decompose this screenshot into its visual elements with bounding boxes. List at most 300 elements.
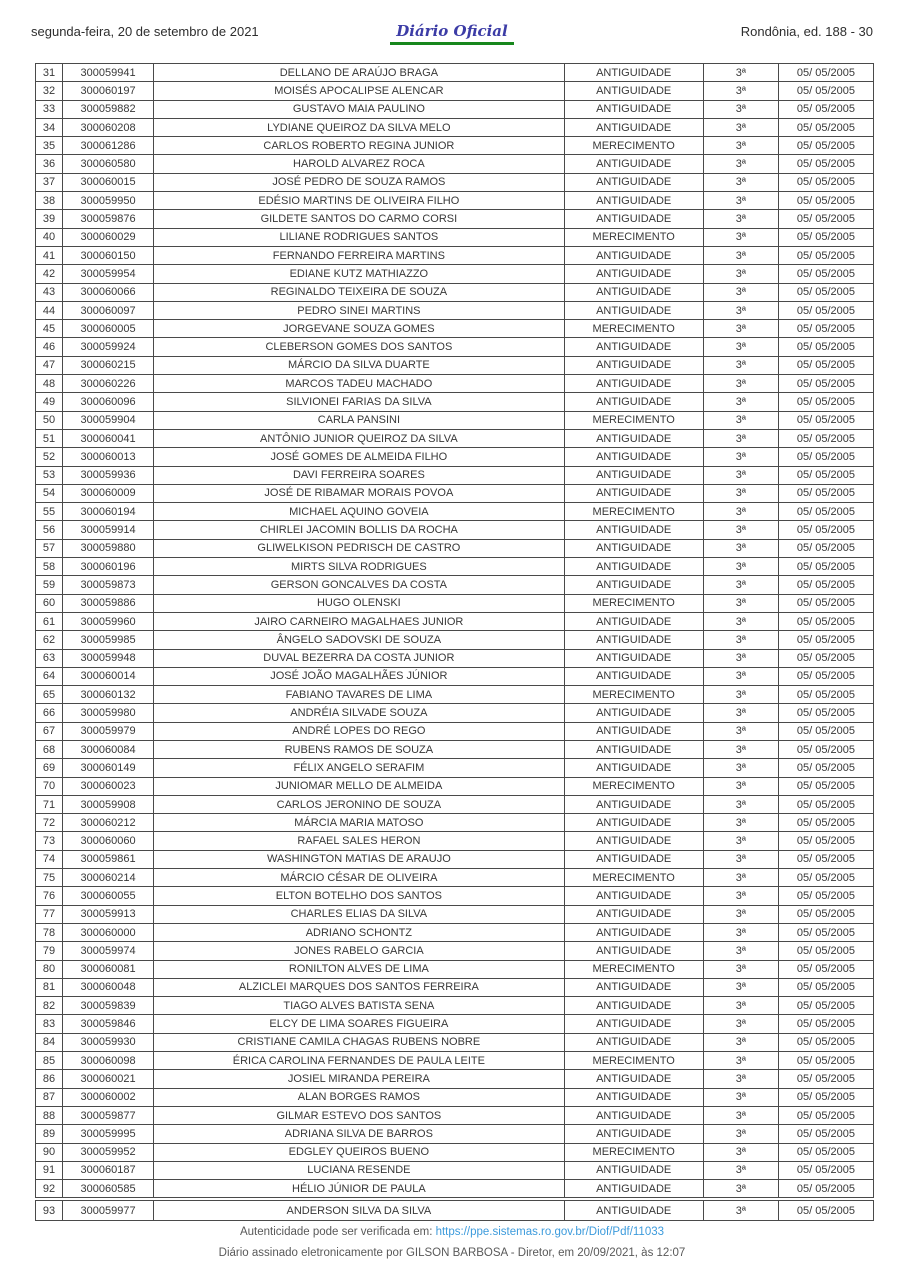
classe-cell: 3ª: [703, 228, 778, 246]
rank-cell: 70: [36, 777, 63, 795]
table-row: [36, 777, 874, 795]
authenticity-link[interactable]: https://ppe.sistemas.ro.gov.br/Diof/Pdf/11033: [435, 1226, 665, 1238]
rank-cell: 91: [36, 1161, 63, 1179]
criterio-cell: ANTIGUIDADE: [564, 192, 703, 210]
table-row: [36, 173, 874, 191]
classe-cell: 3ª: [703, 155, 778, 173]
name-cell: GILDETE SANTOS DO CARMO CORSI: [154, 210, 564, 228]
date-cell: 05/ 05/2005: [778, 667, 873, 685]
criterio-cell: ANTIGUIDADE: [564, 667, 703, 685]
matricula-cell: 300059960: [63, 612, 154, 630]
date-cell: 05/ 05/2005: [778, 814, 873, 832]
classe-cell: 3ª: [703, 210, 778, 228]
name-cell: CLEBERSON GOMES DOS SANTOS: [154, 338, 564, 356]
classe-cell: 3ª: [703, 1015, 778, 1033]
table-row: [36, 429, 874, 447]
classe-cell: 3ª: [703, 887, 778, 905]
matricula-cell: 300059954: [63, 265, 154, 283]
criterio-cell: ANTIGUIDADE: [564, 850, 703, 868]
ranking-table-body: [36, 64, 874, 1198]
name-cell: FÉLIX ANGELO SERAFIM: [154, 759, 564, 777]
table-row: [36, 503, 874, 521]
name-cell: JOSÉ GOMES DE ALMEIDA FILHO: [154, 448, 564, 466]
date-cell: 05/ 05/2005: [778, 320, 873, 338]
criterio-cell: ANTIGUIDADE: [564, 1070, 703, 1088]
matricula-cell: 300060214: [63, 869, 154, 887]
name-cell: ANTÔNIO JUNIOR QUEIROZ DA SILVA: [154, 429, 564, 447]
date-cell: 05/ 05/2005: [778, 1052, 873, 1070]
criterio-cell: ANTIGUIDADE: [564, 356, 703, 374]
criterio-cell: MERECIMENTO: [564, 594, 703, 612]
matricula-cell: 300059846: [63, 1015, 154, 1033]
criterio-cell: ANTIGUIDADE: [564, 301, 703, 319]
matricula-cell: 300059950: [63, 192, 154, 210]
name-cell: SILVIONEI FARIAS DA SILVA: [154, 393, 564, 411]
table-row: [36, 356, 874, 374]
date-cell: 05/ 05/2005: [778, 740, 873, 758]
date-cell: 05/ 05/2005: [778, 887, 873, 905]
matricula-cell: 300059908: [63, 795, 154, 813]
signature-line: Diário assinado eletronicamente por GILSON BARBOSA - Diretor, em 20/09/2021, às 12:07: [218, 1247, 686, 1259]
classe-cell: 3ª: [703, 1201, 778, 1221]
classe-cell: 3ª: [703, 64, 778, 82]
name-cell: ADRIANA SILVA DE BARROS: [154, 1125, 564, 1143]
rank-cell: 72: [36, 814, 63, 832]
classe-cell: 3ª: [703, 503, 778, 521]
classe-cell: 3ª: [703, 1125, 778, 1143]
matricula-cell: 300060096: [63, 393, 154, 411]
criterio-cell: MERECIMENTO: [564, 503, 703, 521]
date-cell: 05/ 05/2005: [778, 1106, 873, 1124]
table-row: [36, 484, 874, 502]
rank-cell: 33: [36, 100, 63, 118]
table-row: [36, 576, 874, 594]
criterio-cell: MERECIMENTO: [564, 411, 703, 429]
matricula-cell: 300060194: [63, 503, 154, 521]
matricula-cell: 300059936: [63, 466, 154, 484]
name-cell: ALAN BORGES RAMOS: [154, 1088, 564, 1106]
name-cell: JORGEVANE SOUZA GOMES: [154, 320, 564, 338]
matricula-cell: 300059876: [63, 210, 154, 228]
criterio-cell: ANTIGUIDADE: [564, 942, 703, 960]
matricula-cell: 300060196: [63, 558, 154, 576]
table-row: [36, 997, 874, 1015]
matricula-cell: 300060215: [63, 356, 154, 374]
classe-cell: 3ª: [703, 82, 778, 100]
criterio-cell: ANTIGUIDADE: [564, 612, 703, 630]
classe-cell: 3ª: [703, 686, 778, 704]
matricula-cell: 300059985: [63, 631, 154, 649]
table-row: [36, 246, 874, 264]
matricula-cell: 300060132: [63, 686, 154, 704]
criterio-cell: ANTIGUIDADE: [564, 1015, 703, 1033]
name-cell: MICHAEL AQUINO GOVEIA: [154, 503, 564, 521]
name-cell: TIAGO ALVES BATISTA SENA: [154, 997, 564, 1015]
criterio-cell: ANTIGUIDADE: [564, 1125, 703, 1143]
date-cell: 05/ 05/2005: [778, 960, 873, 978]
authenticity-text: Autenticidade pode ser verificada em:: [239, 1226, 436, 1238]
table-row: [36, 192, 874, 210]
table-row: [36, 869, 874, 887]
classe-cell: 3ª: [703, 704, 778, 722]
matricula-cell: 300060060: [63, 832, 154, 850]
name-cell: MIRTS SILVA RODRIGUES: [154, 558, 564, 576]
date-cell: 05/ 05/2005: [778, 686, 873, 704]
rank-cell: 67: [36, 722, 63, 740]
name-cell: WASHINGTON MATIAS DE ARAUJO: [154, 850, 564, 868]
classe-cell: 3ª: [703, 612, 778, 630]
criterio-cell: ANTIGUIDADE: [564, 118, 703, 136]
table-row: [36, 64, 874, 82]
date-cell: 05/ 05/2005: [778, 265, 873, 283]
table-row: [36, 100, 874, 118]
rank-cell: 80: [36, 960, 63, 978]
date-cell: 05/ 05/2005: [778, 448, 873, 466]
table-row: [36, 612, 874, 630]
date-cell: 05/ 05/2005: [778, 521, 873, 539]
name-cell: ANDERSON SILVA DA SILVA: [154, 1201, 564, 1221]
matricula-cell: 300060066: [63, 283, 154, 301]
rank-cell: 85: [36, 1052, 63, 1070]
criterio-cell: ANTIGUIDADE: [564, 795, 703, 813]
matricula-cell: 300060226: [63, 375, 154, 393]
rank-cell: 31: [36, 64, 63, 82]
date-cell: 05/ 05/2005: [778, 649, 873, 667]
matricula-cell: 300059941: [63, 64, 154, 82]
classe-cell: 3ª: [703, 1161, 778, 1179]
classe-cell: 3ª: [703, 759, 778, 777]
criterio-cell: MERECIMENTO: [564, 686, 703, 704]
date-cell: 05/ 05/2005: [778, 155, 873, 173]
table-row: [36, 210, 874, 228]
rank-cell: 32: [36, 82, 63, 100]
name-cell: JAIRO CARNEIRO MAGALHAES JUNIOR: [154, 612, 564, 630]
table-row: [36, 118, 874, 136]
criterio-cell: MERECIMENTO: [564, 869, 703, 887]
matricula-cell: 300060048: [63, 978, 154, 996]
classe-cell: 3ª: [703, 320, 778, 338]
rank-cell: 44: [36, 301, 63, 319]
table-row: [36, 850, 874, 868]
date-cell: 05/ 05/2005: [778, 612, 873, 630]
name-cell: REGINALDO TEIXEIRA DE SOUZA: [154, 283, 564, 301]
table-row: [36, 82, 874, 100]
date-cell: 05/ 05/2005: [778, 576, 873, 594]
date-cell: 05/ 05/2005: [778, 375, 873, 393]
date-cell: 05/ 05/2005: [778, 393, 873, 411]
date-cell: 05/ 05/2005: [778, 558, 873, 576]
matricula-cell: 300060580: [63, 155, 154, 173]
matricula-cell: 300060014: [63, 667, 154, 685]
matricula-cell: 300060013: [63, 448, 154, 466]
date-cell: 05/ 05/2005: [778, 832, 873, 850]
table-row: [36, 301, 874, 319]
criterio-cell: ANTIGUIDADE: [564, 631, 703, 649]
classe-cell: 3ª: [703, 484, 778, 502]
criterio-cell: ANTIGUIDADE: [564, 814, 703, 832]
date-cell: 05/ 05/2005: [778, 978, 873, 996]
name-cell: CARLOS JERONINO DE SOUZA: [154, 795, 564, 813]
rank-cell: 51: [36, 429, 63, 447]
criterio-cell: MERECIMENTO: [564, 320, 703, 338]
criterio-cell: ANTIGUIDADE: [564, 923, 703, 941]
criterio-cell: ANTIGUIDADE: [564, 558, 703, 576]
rank-cell: 86: [36, 1070, 63, 1088]
matricula-cell: 300060000: [63, 923, 154, 941]
date-cell: 05/ 05/2005: [778, 484, 873, 502]
matricula-cell: 300059974: [63, 942, 154, 960]
date-cell: 05/ 05/2005: [778, 997, 873, 1015]
rank-cell: 74: [36, 850, 63, 868]
rank-cell: 75: [36, 869, 63, 887]
date-cell: 05/ 05/2005: [778, 246, 873, 264]
rank-cell: 47: [36, 356, 63, 374]
matricula-cell: 300060098: [63, 1052, 154, 1070]
rank-cell: 57: [36, 539, 63, 557]
name-cell: DUVAL BEZERRA DA COSTA JUNIOR: [154, 649, 564, 667]
table-row: [36, 649, 874, 667]
name-cell: GLIWELKISON PEDRISCH DE CASTRO: [154, 539, 564, 557]
date-cell: 05/ 05/2005: [778, 594, 873, 612]
criterio-cell: ANTIGUIDADE: [564, 740, 703, 758]
classe-cell: 3ª: [703, 283, 778, 301]
date-cell: 05/ 05/2005: [778, 1143, 873, 1161]
table-row: [36, 887, 874, 905]
rank-cell: 73: [36, 832, 63, 850]
matricula-cell: 300059979: [63, 722, 154, 740]
name-cell: DAVI FERREIRA SOARES: [154, 466, 564, 484]
rank-cell: 34: [36, 118, 63, 136]
table-row: [36, 759, 874, 777]
matricula-cell: 300060081: [63, 960, 154, 978]
name-cell: GUSTAVO MAIA PAULINO: [154, 100, 564, 118]
name-cell: ALZICLEI MARQUES DOS SANTOS FERREIRA: [154, 978, 564, 996]
criterio-cell: ANTIGUIDADE: [564, 722, 703, 740]
matricula-cell: 300060021: [63, 1070, 154, 1088]
date-cell: 05/ 05/2005: [778, 411, 873, 429]
criterio-cell: ANTIGUIDADE: [564, 978, 703, 996]
table-row: [36, 1161, 874, 1179]
table-row: [36, 320, 874, 338]
criterio-cell: ANTIGUIDADE: [564, 1201, 703, 1221]
classe-cell: 3ª: [703, 869, 778, 887]
matricula-cell: 300059839: [63, 997, 154, 1015]
table-row: [36, 155, 874, 173]
date-cell: 05/ 05/2005: [778, 64, 873, 82]
matricula-cell: 300060009: [63, 484, 154, 502]
name-cell: JOSIEL MIRANDA PEREIRA: [154, 1070, 564, 1088]
name-cell: CHIRLEI JACOMIN BOLLIS DA ROCHA: [154, 521, 564, 539]
date-cell: 05/ 05/2005: [778, 228, 873, 246]
rank-cell: 39: [36, 210, 63, 228]
matricula-cell: 300059952: [63, 1143, 154, 1161]
date-cell: 05/ 05/2005: [778, 722, 873, 740]
classe-cell: 3ª: [703, 356, 778, 374]
page-header: [0, 20, 904, 60]
date-cell: 05/ 05/2005: [778, 795, 873, 813]
table-row: [36, 466, 874, 484]
matricula-cell: 300060005: [63, 320, 154, 338]
rank-cell: 46: [36, 338, 63, 356]
rank-cell: 40: [36, 228, 63, 246]
table-row: [36, 448, 874, 466]
classe-cell: 3ª: [703, 978, 778, 996]
rank-cell: 37: [36, 173, 63, 191]
matricula-cell: 300060585: [63, 1180, 154, 1198]
ranking-table-continuation: [35, 1200, 874, 1221]
name-cell: RONILTON ALVES DE LIMA: [154, 960, 564, 978]
classe-cell: 3ª: [703, 1106, 778, 1124]
rank-cell: 84: [36, 1033, 63, 1051]
rank-cell: 54: [36, 484, 63, 502]
criterio-cell: MERECIMENTO: [564, 137, 703, 155]
name-cell: FABIANO TAVARES DE LIMA: [154, 686, 564, 704]
rank-cell: 92: [36, 1180, 63, 1198]
name-cell: MÁRCIO DA SILVA DUARTE: [154, 356, 564, 374]
criterio-cell: ANTIGUIDADE: [564, 649, 703, 667]
table-row: [36, 539, 874, 557]
name-cell: MÁRCIA MARIA MATOSO: [154, 814, 564, 832]
ranking-table-section: [0, 63, 874, 1198]
rank-cell: 71: [36, 795, 63, 813]
date-cell: 05/ 05/2005: [778, 869, 873, 887]
criterio-cell: ANTIGUIDADE: [564, 997, 703, 1015]
criterio-cell: ANTIGUIDADE: [564, 64, 703, 82]
table-row: [36, 411, 874, 429]
matricula-cell: 300060149: [63, 759, 154, 777]
table-row: [36, 521, 874, 539]
matricula-cell: 300059914: [63, 521, 154, 539]
matricula-cell: 300060041: [63, 429, 154, 447]
date-cell: 05/ 05/2005: [778, 137, 873, 155]
table-row: [36, 704, 874, 722]
date-cell: 05/ 05/2005: [778, 631, 873, 649]
classe-cell: 3ª: [703, 942, 778, 960]
date-cell: 05/ 05/2005: [778, 1033, 873, 1051]
table-row: [36, 722, 874, 740]
date-cell: 05/ 05/2005: [778, 82, 873, 100]
criterio-cell: MERECIMENTO: [564, 1052, 703, 1070]
classe-cell: 3ª: [703, 338, 778, 356]
classe-cell: 3ª: [703, 246, 778, 264]
rank-cell: 76: [36, 887, 63, 905]
rank-cell: 35: [36, 137, 63, 155]
criterio-cell: ANTIGUIDADE: [564, 521, 703, 539]
name-cell: RAFAEL SALES HERON: [154, 832, 564, 850]
classe-cell: 3ª: [703, 740, 778, 758]
name-cell: GERSON GONCALVES DA COSTA: [154, 576, 564, 594]
matricula-cell: 300060150: [63, 246, 154, 264]
criterio-cell: MERECIMENTO: [564, 228, 703, 246]
table-row: [36, 667, 874, 685]
criterio-cell: ANTIGUIDADE: [564, 759, 703, 777]
table-row: [36, 283, 874, 301]
name-cell: ELCY DE LIMA SOARES FIGUEIRA: [154, 1015, 564, 1033]
classe-cell: 3ª: [703, 466, 778, 484]
rank-cell: 89: [36, 1125, 63, 1143]
matricula-cell: 300059880: [63, 539, 154, 557]
rank-cell: 48: [36, 375, 63, 393]
table-row: [36, 795, 874, 813]
header-edition: Rondônia, ed. 188 - 30: [740, 24, 873, 39]
rank-cell: 59: [36, 576, 63, 594]
classe-cell: 3ª: [703, 576, 778, 594]
rank-cell: 61: [36, 612, 63, 630]
classe-cell: 3ª: [703, 1033, 778, 1051]
rank-cell: 82: [36, 997, 63, 1015]
date-cell: 05/ 05/2005: [778, 704, 873, 722]
matricula-cell: 300060187: [63, 1161, 154, 1179]
criterio-cell: ANTIGUIDADE: [564, 82, 703, 100]
criterio-cell: ANTIGUIDADE: [564, 246, 703, 264]
rank-cell: 43: [36, 283, 63, 301]
name-cell: MARCOS TADEU MACHADO: [154, 375, 564, 393]
rank-cell: 78: [36, 923, 63, 941]
name-cell: HÉLIO JÚNIOR DE PAULA: [154, 1180, 564, 1198]
classe-cell: 3ª: [703, 1070, 778, 1088]
classe-cell: 3ª: [703, 905, 778, 923]
authenticity-line: [0, 1226, 904, 1238]
classe-cell: 3ª: [703, 649, 778, 667]
rank-cell: 88: [36, 1106, 63, 1124]
page-footer: [0, 1226, 904, 1268]
rank-cell: 93: [36, 1201, 63, 1221]
date-cell: 05/ 05/2005: [778, 923, 873, 941]
table-row: [36, 1143, 874, 1161]
date-cell: 05/ 05/2005: [778, 850, 873, 868]
ranking-table-continuation-section: [0, 1200, 874, 1221]
name-cell: MÁRCIO CÉSAR DE OLIVEIRA: [154, 869, 564, 887]
classe-cell: 3ª: [703, 100, 778, 118]
rank-cell: 90: [36, 1143, 63, 1161]
table-row: [36, 923, 874, 941]
rank-cell: 49: [36, 393, 63, 411]
date-cell: 05/ 05/2005: [778, 118, 873, 136]
name-cell: HUGO OLENSKI: [154, 594, 564, 612]
name-cell: PEDRO SINEI MARTINS: [154, 301, 564, 319]
classe-cell: 3ª: [703, 722, 778, 740]
rank-cell: 42: [36, 265, 63, 283]
date-cell: 05/ 05/2005: [778, 905, 873, 923]
table-row: [36, 375, 874, 393]
table-row: [36, 338, 874, 356]
date-cell: 05/ 05/2005: [778, 356, 873, 374]
matricula-cell: 300059980: [63, 704, 154, 722]
criterio-cell: ANTIGUIDADE: [564, 466, 703, 484]
classe-cell: 3ª: [703, 448, 778, 466]
matricula-cell: 300060002: [63, 1088, 154, 1106]
table-row: [36, 631, 874, 649]
matricula-cell: 300060197: [63, 82, 154, 100]
table-row: [36, 594, 874, 612]
criterio-cell: ANTIGUIDADE: [564, 704, 703, 722]
table-row: [36, 228, 874, 246]
name-cell: GILMAR ESTEVO DOS SANTOS: [154, 1106, 564, 1124]
classe-cell: 3ª: [703, 850, 778, 868]
matricula-cell: 300059873: [63, 576, 154, 594]
table-row: [36, 1070, 874, 1088]
name-cell: CARLA PANSINI: [154, 411, 564, 429]
classe-cell: 3ª: [703, 997, 778, 1015]
name-cell: JOSÉ DE RIBAMAR MORAIS POVOA: [154, 484, 564, 502]
matricula-cell: 300060055: [63, 887, 154, 905]
rank-cell: 60: [36, 594, 63, 612]
date-cell: 05/ 05/2005: [778, 338, 873, 356]
table-row: [36, 137, 874, 155]
name-cell: LYDIANE QUEIROZ DA SILVA MELO: [154, 118, 564, 136]
table-row: [36, 1052, 874, 1070]
name-cell: RUBENS RAMOS DE SOUZA: [154, 740, 564, 758]
